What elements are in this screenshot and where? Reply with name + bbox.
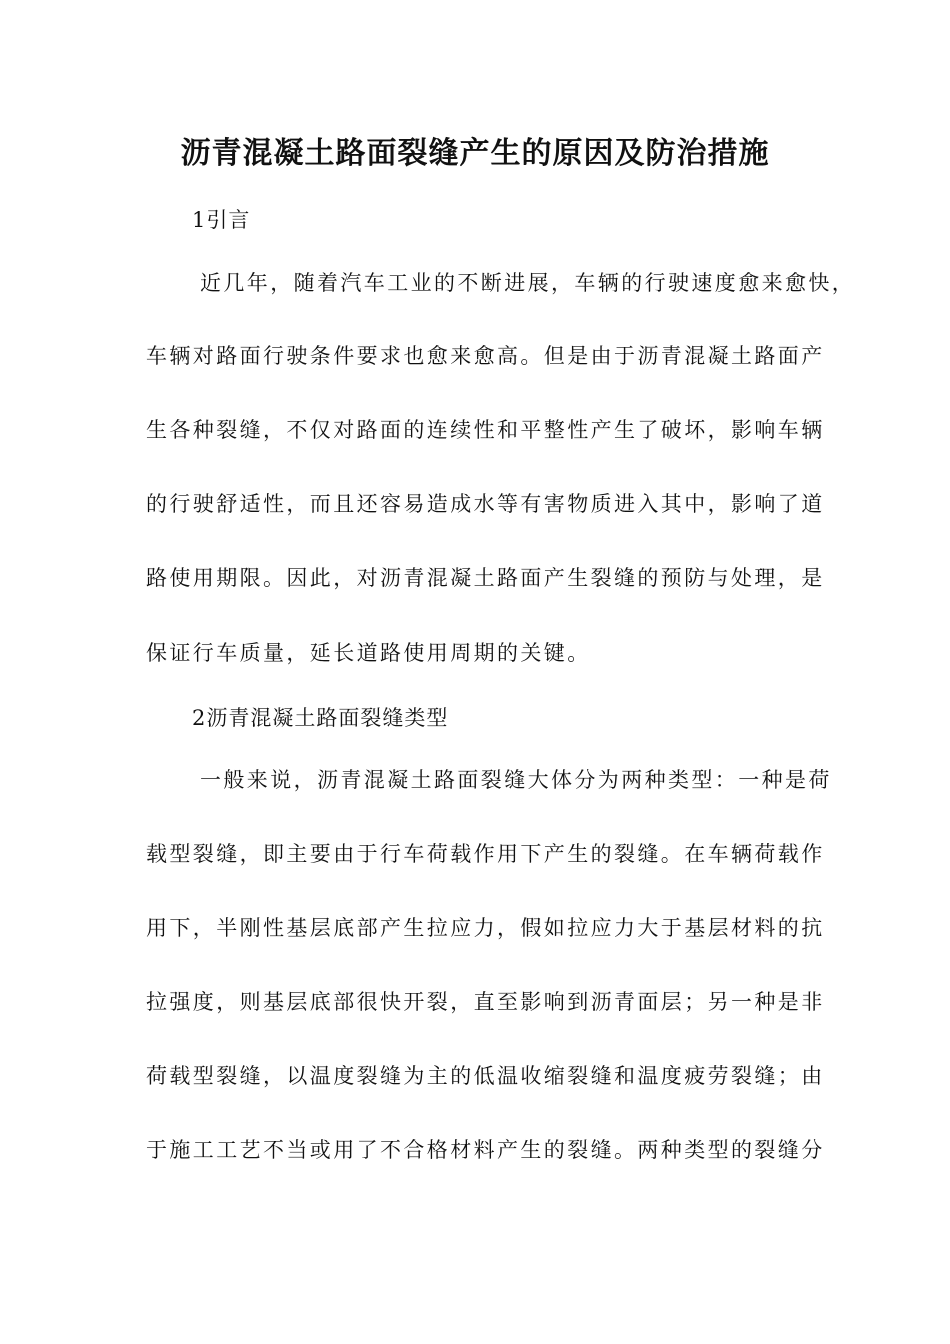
paragraph-line: 车辆对路面行驶条件要求也愈来愈高。但是由于沥青混凝土路面产 <box>146 344 825 368</box>
paragraph-line: 载型裂缝，即主要由于行车荷载作用下产生的裂缝。在车辆荷载作 <box>146 842 825 866</box>
paragraph-line: 于施工工艺不当或用了不合格材料产生的裂缝。两种类型的裂缝分 <box>146 1138 825 1162</box>
paragraph-line: 路使用期限。因此，对沥青混凝土路面产生裂缝的预防与处理，是 <box>146 566 825 590</box>
paragraph-line: 荷载型裂缝，以温度裂缝为主的低温收缩裂缝和温度疲劳裂缝；由 <box>146 1064 825 1088</box>
paragraph-line: 一般来说，沥青混凝土路面裂缝大体分为两种类型：一种是荷 <box>200 768 832 792</box>
paragraph-line: 保证行车质量，延长道路使用周期的关键。 <box>146 641 591 665</box>
paragraph-line: 近几年，随着汽车工业的不断进展，车辆的行驶速度愈来愈快， <box>200 271 856 295</box>
paragraph-line: 生各种裂缝，不仅对路面的连续性和平整性产生了破坏，影响车辆 <box>146 418 825 442</box>
paragraph-line: 的行驶舒适性，而且还容易造成水等有害物质进入其中，影响了道 <box>146 492 825 516</box>
paragraph-line: 用下，半刚性基层底部产生拉应力，假如拉应力大于基层材料的抗 <box>146 916 825 940</box>
section-heading-crack-types: 2沥青混凝土路面裂缝类型 <box>192 706 449 730</box>
section-heading-introduction: 1引言 <box>192 208 251 232</box>
document-title: 沥青混凝土路面裂缝产生的原因及防治措施 <box>180 136 770 171</box>
paragraph-line: 拉强度，则基层底部很快开裂，直至影响到沥青面层；另一种是非 <box>146 990 825 1014</box>
